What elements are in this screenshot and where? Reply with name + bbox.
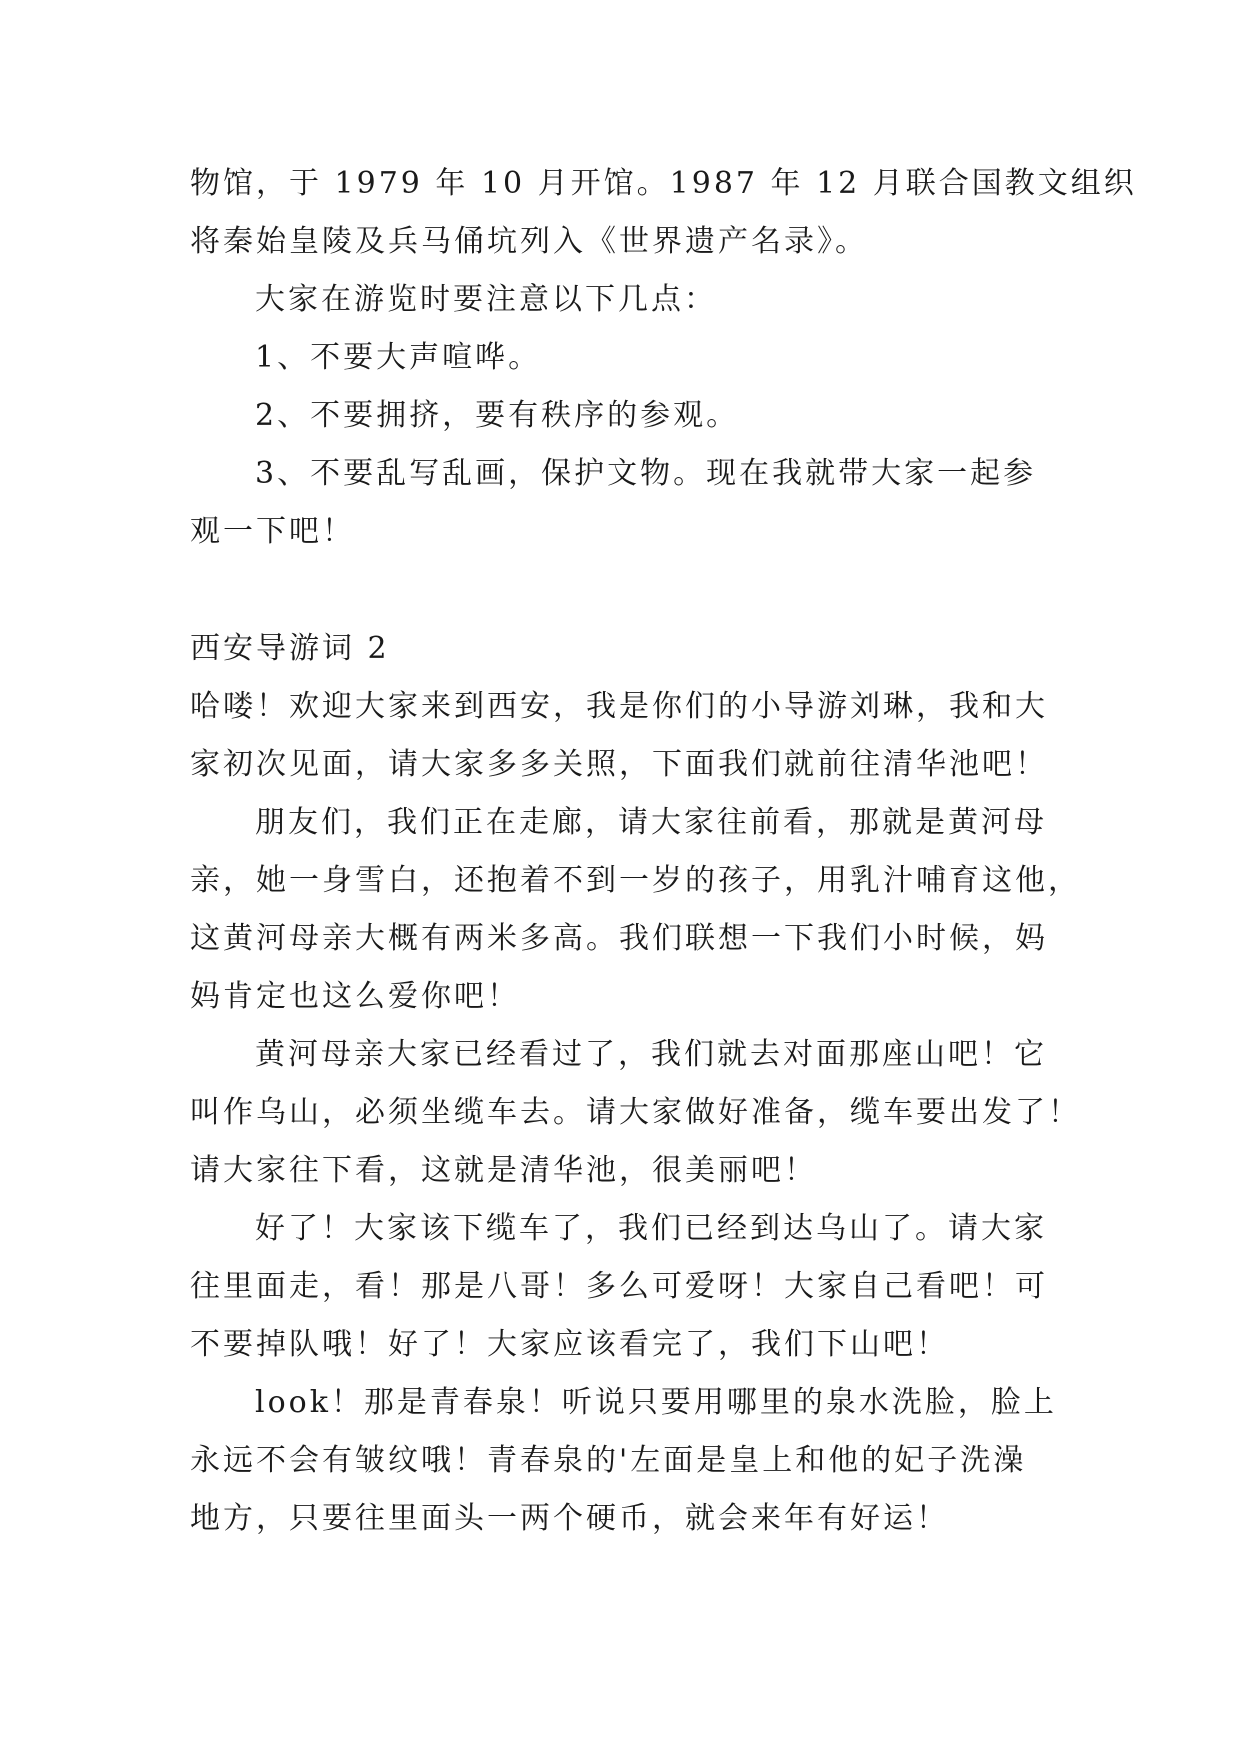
paragraph-line: 哈喽！欢迎大家来到西安，我是你们的小导游刘琳，我和大 <box>190 689 1048 724</box>
paragraph-line: 大家在游览时要注意以下几点： <box>255 282 717 317</box>
paragraph-line: 家初次见面，请大家多多关照，下面我们就前往清华池吧！ <box>190 747 1048 782</box>
paragraph-line: 往里面走，看！那是八哥！多么可爱呀！大家自己看吧！可 <box>190 1269 1048 1304</box>
paragraph-line: 这黄河母亲大概有两米多高。我们联想一下我们小时候，妈 <box>190 921 1048 956</box>
paragraph-line: 黄河母亲大家已经看过了，我们就去对面那座山吧！它 <box>255 1037 1047 1072</box>
paragraph-line: look！那是青春泉！听说只要用哪里的泉水洗脸，脸上 <box>255 1385 1057 1420</box>
paragraph-line: 亲，她一身雪白，还抱着不到一岁的孩子，用乳汁哺育这他， <box>190 863 1081 898</box>
paragraph-line: 叫作乌山，必须坐缆车去。请大家做好准备，缆车要出发了！ <box>190 1095 1081 1130</box>
paragraph-line: 永远不会有皱纹哦！青春泉的'左面是皇上和他的妃子洗澡 <box>190 1443 1027 1478</box>
paragraph-line: 朋友们，我们正在走廊，请大家往前看，那就是黄河母 <box>255 805 1047 840</box>
paragraph-line: 地方，只要往里面头一两个硬币，就会来年有好运！ <box>190 1501 949 1536</box>
paragraph-line: 请大家往下看，这就是清华池，很美丽吧！ <box>190 1153 817 1188</box>
list-item: 2、不要拥挤，要有秩序的参观。 <box>255 398 740 433</box>
paragraph-line: 观一下吧！ <box>190 514 355 549</box>
paragraph-line: 物馆，于 1979 年 10 月开馆。1987 年 12 月联合国教文组织 <box>190 166 1137 201</box>
list-item: 1、不要大声喧哗。 <box>255 340 542 375</box>
paragraph-line: 将秦始皇陵及兵马俑坑列入《世界遗产名录》。 <box>190 224 868 259</box>
paragraph-line: 妈肯定也这么爱你吧！ <box>190 979 520 1014</box>
paragraph-line: 不要掉队哦！好了！大家应该看完了，我们下山吧！ <box>190 1327 949 1362</box>
section-title: 西安导游词 2 <box>190 631 390 666</box>
list-item: 3、不要乱写乱画，保护文物。现在我就带大家一起参 <box>255 456 1037 491</box>
paragraph-line: 好了！大家该下缆车了，我们已经到达乌山了。请大家 <box>255 1211 1047 1246</box>
